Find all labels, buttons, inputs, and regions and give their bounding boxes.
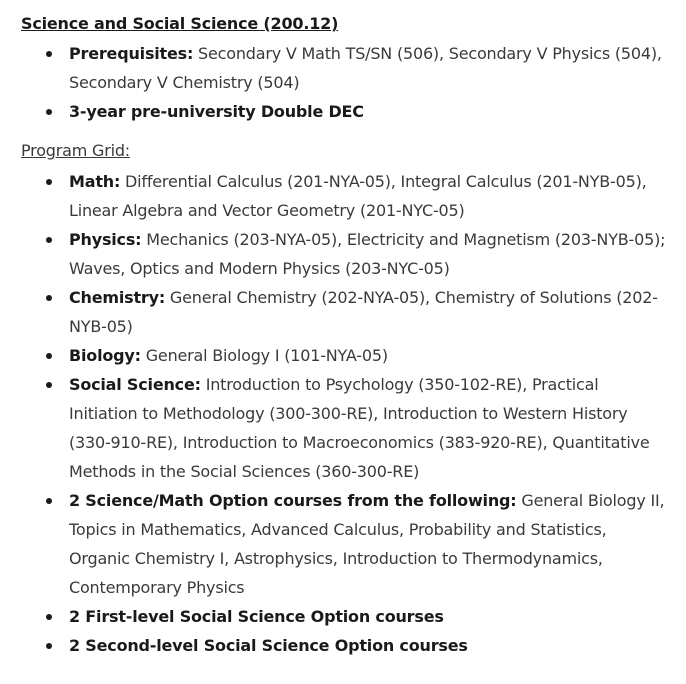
item-label: 2 Second-level Social Science Option courses: [69, 636, 468, 655]
item-label: Biology:: [69, 346, 141, 365]
item-text: General Biology II, Topics in Mathematics, Advanced Calculus, Probability and Statistics, Organic Chemistry I, Astrophysics, Introduction to Thermodynamics, Contemporary Physics: [69, 491, 665, 597]
bullet-icon: [46, 498, 52, 504]
item-label: Math:: [69, 172, 121, 191]
bullet-icon: [46, 109, 52, 115]
item-label: Prerequisites:: [69, 44, 194, 63]
bullet-icon: [46, 614, 52, 620]
item-text: General Chemistry (202-NYA-05), Chemistry of Solutions (202-NYB-05): [69, 288, 658, 336]
list-item-biology: [21, 341, 686, 370]
list-item-social-science: [21, 370, 686, 486]
item-label: 2 First-level Social Science Option courses: [69, 607, 444, 626]
bullet-icon: [46, 179, 52, 185]
list-item-physics: [21, 225, 686, 283]
program-title: Science and Social Science (200.12): [21, 14, 339, 33]
item-text: Differential Calculus (201-NYA-05), Integral Calculus (201-NYB-05), Linear Algebra and Vector Geometry (201-NYC-05): [69, 172, 647, 220]
bullet-icon: [46, 353, 52, 359]
item-label: 2 Science/Math Option courses from the following:: [69, 491, 517, 510]
item-text: General Biology I (101-NYA-05): [140, 346, 388, 365]
list-item-science-math-options: [21, 486, 686, 602]
bullet-icon: [46, 643, 52, 649]
list-item-double-dec: [21, 97, 686, 126]
program-grid-label: Program Grid:: [21, 141, 130, 160]
list-item-second-level-options: [21, 631, 686, 660]
item-label: Social Science:: [69, 375, 201, 394]
intro-list: [21, 39, 686, 126]
item-label: 3-year pre-university Double DEC: [69, 102, 364, 121]
item-text: Secondary V Math TS/SN (506), Secondary V Physics (504), Secondary V Chemistry (504): [69, 44, 662, 92]
item-label: Physics:: [69, 230, 142, 249]
item-text: Mechanics (203-NYA-05), Electricity and Magnetism (203-NYB-05); Waves, Optics and Modern Physics (203-NYC-05): [69, 230, 666, 278]
list-item-chemistry: [21, 283, 686, 341]
program-grid-list: [21, 167, 686, 660]
bullet-icon: [46, 237, 52, 243]
item-text: Introduction to Psychology (350-102-RE), Practical Initiation to Methodology (300-300-RE), Introduction to Western History (330-910-RE), Introduction to Macroeconomics (383-920-RE), Quantitative Methods in the Social Sciences (360-300-RE): [69, 375, 650, 481]
bullet-icon: [46, 382, 52, 388]
item-label: Chemistry:: [69, 288, 166, 307]
bullet-icon: [46, 295, 52, 301]
list-item-first-level-options: [21, 602, 686, 631]
list-item-math: [21, 167, 686, 225]
list-item-prerequisites: [21, 39, 686, 97]
bullet-icon: [46, 51, 52, 57]
